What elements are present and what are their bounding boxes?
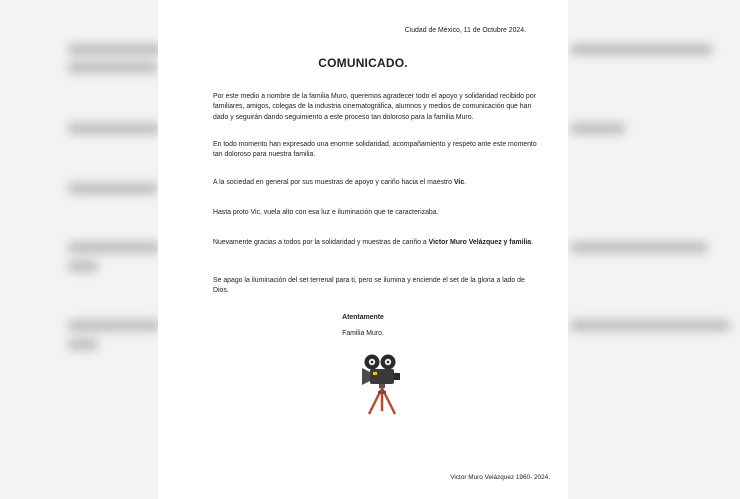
signature-text: Familia Muro. — [342, 330, 384, 337]
name-vic: Vic — [453, 179, 465, 186]
footer-text: Victor Muro Velázquez 1960- 2024. — [450, 474, 550, 481]
paragraph-farewell: Hasta proto Vic, vuela alto con esa luz e iluminación que te caracterizaba. — [213, 209, 439, 216]
film-camera-icon — [361, 353, 403, 417]
letter-page — [158, 0, 568, 499]
paragraph-lights: Se apago la iluminación del set terrenal para ti, pero se ilumina y enciende el set de la gloria a lado de Dios. — [213, 277, 525, 295]
paragraph-thanks: Nuevamente gracias a todos por la solidaridad y muestras de cariño a Victor Muro Velázquez y familia. — [213, 239, 534, 246]
closing-text: Atentamente — [342, 314, 384, 321]
paragraph-society: A la sociedad en general por sus muestras de apoyo y cariño hacia el maestro Vic. — [213, 179, 467, 186]
paragraph-solidarity: En todo momento han expresado una enorme solidaridad, acompañamiento y respeto ante este momento tan doloroso para nuestra familia. — [213, 141, 537, 159]
letter-title: COMUNICADO. — [318, 56, 408, 70]
name-victor-muro: Victor Muro Velázquez y familia — [428, 239, 532, 246]
letter-date: Ciudad de México, 11 de Octubre 2024. — [404, 27, 526, 34]
paragraph-gratitude: Por este medio a nombre de la familia Muro, queremos agradecer todo el apoyo y solidaridad recibido por familiares, amigos, colegas de la industria cinematográfica, alumnos y medios de comunicación que han dado y seguirán dando seguimiento a este proceso tan doloroso para la familia Muro. — [213, 93, 536, 121]
